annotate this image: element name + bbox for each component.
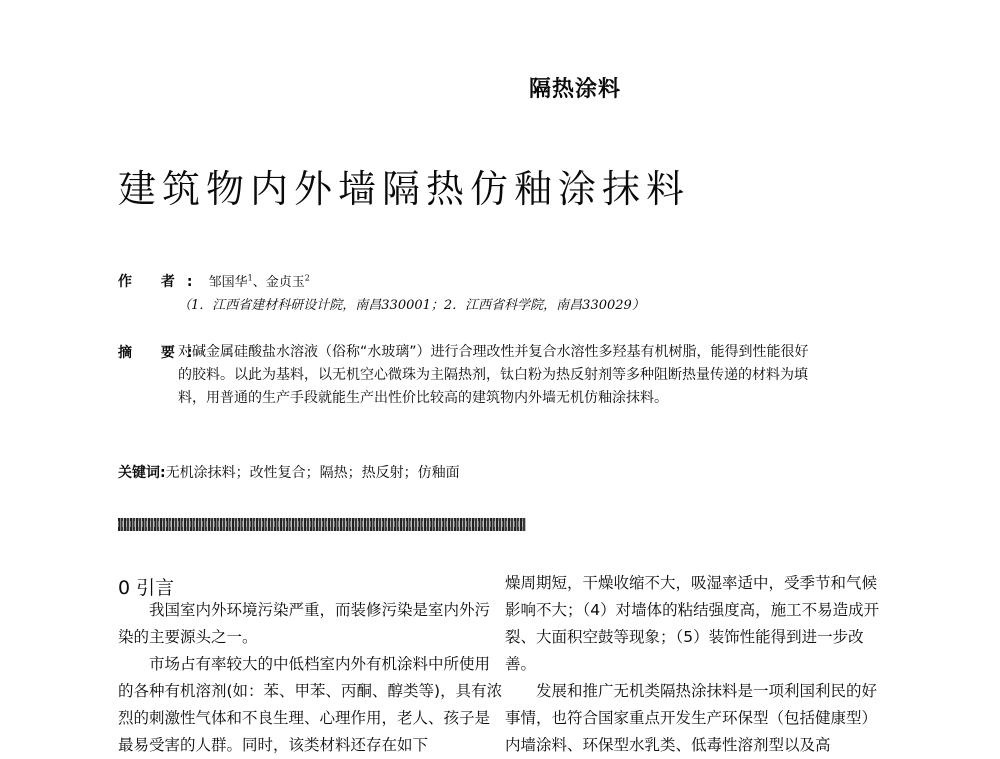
paragraph: 市场占有率较大的中低档室内外有机涂料中所使用的各种有机溶剂(如：苯、甲苯、丙酮、醇类等)，具有浓烈的刺激性气体和不良生理、心理作用，老人、孩子是最易受害的人群。同时，该类材料还存在如下 <box>118 655 503 754</box>
section-tag: 隔热涂料 <box>529 77 622 102</box>
authors-label: 作 者: <box>118 274 205 290</box>
abstract-text: 对碱金属硅酸盐水溶液（俗称“水玻璃”）进行合理改性并复合水溶性多羟基有机树脂，能得到性能很好的胶料。以此为基料，以无机空心微珠为主隔热剂，钛白粉为热反射剂等多种阻断热量传递的材料为填料，用普通的生产手段就能生产出性价比较高的建筑物内外墙无机仿釉涂抹料。 <box>178 344 809 406</box>
author-name: 金贞玉 <box>265 275 305 290</box>
article-title: 建筑物内外墙隔热仿釉涂抹料 <box>118 167 691 211</box>
author-affiliation-mark: 1 <box>247 273 253 283</box>
body-column-right <box>505 570 891 759</box>
authors-line <box>118 271 310 291</box>
keywords-line <box>118 462 460 482</box>
paragraph: 我国室内外环境污染严重，而装修污染是室内外污染的主要源头之一。 <box>118 601 491 646</box>
decorative-rule <box>118 518 526 531</box>
keywords-label: 关键词: <box>118 465 166 481</box>
section-heading: 0 引言 <box>118 577 175 599</box>
author-separator: 、 <box>252 275 266 290</box>
author-affiliation-mark: 2 <box>304 273 310 283</box>
paragraph: 发展和推广无机类隔热涂抹料是一项利国利民的好事情，也符合国家重点开发生产环保型（包括健康型）内墙涂料、环保型水乳类、低毒性溶剂型以及高 <box>505 682 878 754</box>
author-name: 邹国华 <box>208 275 248 290</box>
affiliation: （1．江西省建材科研设计院，南昌330001；2．江西省科学院，南昌330029） <box>178 298 645 313</box>
keywords-text: 无机涂抹料；改性复合；隔热；热反射；仿釉面 <box>165 465 460 481</box>
abstract-label: 摘 要: <box>118 345 205 361</box>
body-column-left <box>118 597 504 759</box>
paragraph: 燥周期短，干燥收缩不大，吸湿率适中，受季节和气候影响不大；（4）对墙体的粘结强度高，施工不易造成开裂、大面积空鼓等现象；（5）装饰性能得到进一步改善。 <box>505 574 880 673</box>
